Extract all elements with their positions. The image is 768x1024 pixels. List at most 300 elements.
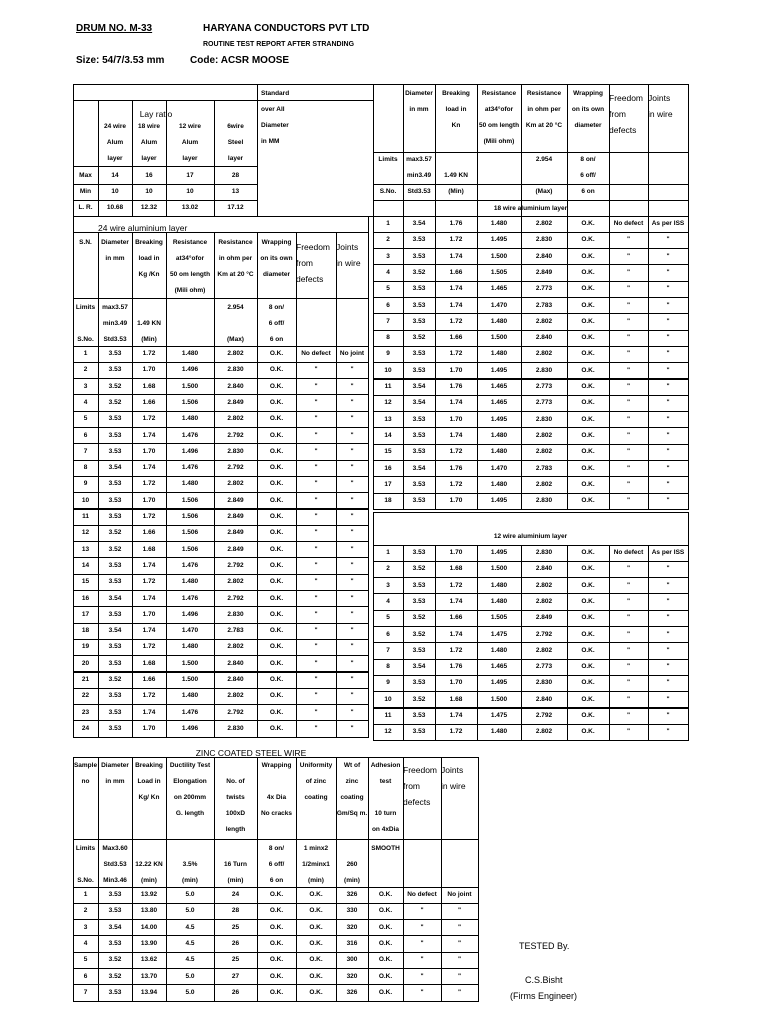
layer24-joints: " [350,610,354,618]
layer18-joints: " [666,480,670,488]
steel-value: O.K. [309,891,323,898]
layer24-value: 21 [81,676,90,683]
steel-joints: " [457,939,462,947]
layer18-value: 6 [386,301,390,309]
layer24-value: 3.54 [108,627,122,635]
limit-diameter: min3.49 [406,172,432,179]
layer18-freedom: " [626,497,631,505]
steel-value: 1 [83,891,88,898]
layer12-value: O.K. [581,597,595,605]
layer18-value: 1.505 [490,268,508,276]
layer24-value: 3.53 [108,708,122,716]
layer18-value: 1.74 [449,285,463,293]
layer24-value: 3.53 [108,643,122,651]
layer24-joints: " [350,578,354,586]
limit-resistance: (Max) [227,336,244,343]
layer18-value: 3.53 [412,236,426,244]
layer18-value: 2.849 [535,268,553,276]
layer24-value: 1.500 [181,659,199,667]
layer18-value: 3 [386,252,390,260]
steel-limit-ductility: 3.5% [182,861,198,868]
layer24-freedom: " [314,464,318,472]
steel-value: 320 [346,972,358,980]
layer18-value: 2.830 [535,497,553,505]
layer24-value: 1.66 [142,676,156,683]
layer24-value: 1.74 [142,464,156,472]
steel-value: 326 [346,891,358,898]
layer24-value: 19 [81,643,90,651]
header-freedom: defects [609,125,637,135]
layer18-value: 2.830 [535,236,553,244]
layer24-value: 2 [83,366,88,374]
layer12-freedom: " [626,712,631,719]
layer24-value: 3.53 [108,561,122,569]
layer24-joints: " [350,627,354,635]
layer24-value: 2.792 [227,708,244,716]
lay-ratio-cell [73,100,99,167]
steel-freedom: " [420,956,424,964]
layer24-freedom: " [314,708,318,716]
layer24-value: 1.500 [181,382,199,390]
layer12-freedom: " [626,581,631,589]
layer24-value: 1.506 [181,398,199,406]
steel-limit-ductility: (min) [182,877,198,884]
steel-joints: " [457,972,462,980]
layer24-freedom: " [314,529,318,537]
layer18-value: 1.470 [490,464,508,472]
layer12-freedom: " [626,728,631,736]
layer18-value: 3.53 [412,431,426,439]
lay-ratio-lr: 10.68 [106,204,124,211]
layer24-joints: No joint [339,350,365,357]
layer24-value: 3.54 [108,594,122,602]
layer24-value: 16 [81,594,90,602]
layer24-value: 9 [83,480,88,488]
layer24-value: 3.52 [108,529,122,537]
steel-limit-wrapping: 6 off/ [268,861,285,868]
layer12-joints: " [666,597,670,605]
steel-header-uniformity: of zinc [305,778,327,785]
layer24-value: 2.830 [227,447,244,455]
layer18-joints: " [666,317,670,325]
layer24-value: 1.480 [181,643,199,651]
layer18-value: O.K. [581,334,595,342]
layer12-value: 2.840 [535,565,553,573]
layer18-value: 1.495 [490,497,508,505]
steel-header-wt: Gm/Sq m. [336,810,368,817]
layer18-joints: " [666,350,670,358]
layer18-value: 1.480 [490,480,508,488]
steel-header-adhesion: test [379,778,392,785]
header-breaking: Kn [451,122,461,129]
limit-wrapping: 6 on [269,336,284,343]
steel-value: 5.0 [185,907,195,915]
layer18-value: 1.76 [449,383,463,390]
layer24-value: 15 [81,578,90,586]
layer24-freedom: " [314,480,318,488]
steel-freedom: " [420,907,424,915]
header-freedom: Freedom [609,93,644,103]
lay-ratio-column-label: Alum [181,139,199,146]
layer18-joints: " [666,497,670,505]
layer18-value: 14 [384,431,392,439]
steel-header-uniformity: coating [304,794,328,801]
layer24-freedom: " [314,561,318,569]
lay-ratio-min: 10 [186,188,194,195]
header-joints: in wire [336,258,361,268]
standard-label: Diameter [261,122,289,129]
layer18-value: O.K. [581,448,595,456]
layer24-freedom: " [314,578,318,586]
layer24-value: 1.74 [142,708,156,716]
lay-ratio-title: Lay ratio [139,109,173,119]
layer18-header-cell [373,84,404,153]
steel-value: O.K. [378,891,393,898]
steel-value: O.K. [309,956,323,964]
layer18-value: O.K. [581,497,595,505]
layer18-value: O.K. [581,480,595,488]
layer24-freedom: " [314,382,318,390]
layer18-joints: " [666,334,670,342]
limit-breaking: 1.49 KN [444,172,468,179]
steel-header-ductility: on 200mm [173,794,207,801]
layer24-value: O.K. [269,464,284,472]
layer18-value: 3.53 [412,480,426,488]
layer12-value: 3.53 [412,549,426,556]
steel-value: 3.53 [108,907,122,915]
layer18-freedom: " [626,252,631,260]
steel-header-sample: Sample [73,762,98,769]
steel-header-adhesion: on 4xDia [371,826,400,833]
layer12-value: 1.500 [490,695,508,703]
limit-breaking: (Min) [141,336,157,343]
layer18-value: 10 [384,366,392,374]
lay-ratio-min: 10 [111,188,119,195]
steel-value: O.K. [309,939,323,947]
steel-value: 5.0 [185,972,195,980]
layer24-value: 2.783 [227,627,244,635]
layer12-freedom: " [626,695,631,703]
layer18-freedom: No defect [613,220,644,227]
layer18-value: O.K. [581,236,595,244]
layer18-value: 3.54 [412,383,426,390]
report-title: ROUTINE TEST REPORT AFTER STRANDING [203,41,355,48]
limit-wrapping: 6 off/ [268,320,285,327]
layer24-value: O.K. [269,561,284,569]
layer24-freedom: No defect [301,350,331,357]
layer24-value: 1.506 [181,545,199,553]
layer24-value: 1.70 [142,610,156,618]
layer24-value: 1.480 [181,415,199,423]
layer12-freedom: " [626,614,631,622]
header-resistance-mili: Resistance [481,90,517,97]
steel-limit-wrapping: 8 on/ [268,845,285,852]
layer18-freedom: " [626,317,631,325]
steel-value: 14.00 [140,923,158,931]
layer12-value: 3.52 [412,565,426,573]
layer18-header-cell [609,152,649,185]
layer12-value: 1 [386,549,390,556]
layer24-value: 4 [83,398,88,406]
steel-value: 24 [231,891,240,898]
layer24-value: 1.66 [142,398,156,406]
layer24-value: 2.830 [227,366,244,374]
layer12-value: 1.68 [449,695,463,703]
layer18-value: 2.802 [535,431,553,439]
layer24-value: 7 [83,447,88,455]
layer18-value: 1.500 [490,334,508,342]
layer12-value: 3.53 [412,581,426,589]
layer12-value: O.K. [581,549,595,556]
layer12-joints: " [666,581,670,589]
layer24-freedom: " [314,496,318,504]
layer18-value: 1.465 [490,285,508,293]
header-breaking: Breaking [442,90,470,97]
layer24-value: 8 [83,464,88,472]
steel-header-breaking: Load in [137,778,161,785]
layer24-limits-cell [166,298,215,347]
layer12-value: O.K. [581,581,595,589]
steel-header-ductility: Elongation [173,778,207,785]
steel-value: 4.5 [185,956,195,964]
layer18-value: 2.783 [535,301,553,309]
steel-value: 3.52 [108,972,122,980]
layer18-value: 4 [386,268,390,276]
layer18-value: 2.783 [535,464,553,472]
limit-wrapping: 8 on/ [580,156,596,163]
layer12-value: 3.52 [412,695,426,703]
steel-value: 13.94 [140,988,158,996]
layer18-value: 1.74 [449,431,463,439]
steel-value: O.K. [269,891,284,898]
layer24-value: 1.66 [142,529,156,537]
layer18-joints: " [666,448,670,456]
steel-value: O.K. [309,907,323,915]
steel-joints: " [457,907,462,915]
layer12-freedom: " [626,630,631,638]
layer24-freedom: " [314,545,318,553]
layer12-value: 1.74 [449,597,463,605]
layer24-value: 3 [83,382,88,390]
steel-limit-breaking: (min) [141,877,157,884]
header-diameter: Diameter [405,90,433,97]
steel-limit-wt: (min) [344,877,360,884]
steel-value: 26 [231,988,240,996]
steel-limit-twists: 16 Turn [224,861,247,868]
layer24-value: 3.54 [108,464,122,472]
layer24-value: O.K. [269,513,284,520]
layer12-value: 3.53 [412,728,426,736]
layer18-value: 2.802 [535,317,553,325]
layer24-value: 3.53 [108,659,122,667]
layer24-value: 1.506 [181,513,199,520]
layer24-value: 1.476 [181,464,199,472]
steel-value: O.K. [269,972,284,980]
layer24-value: 1.72 [142,643,156,651]
header-joints: in wire [648,109,673,119]
layer24-freedom: " [314,627,318,635]
layer12-value: 10 [384,695,392,703]
steel-value: 3.52 [108,956,122,964]
layer12-freedom: " [626,679,631,687]
header-breaking: Breaking [135,239,163,246]
layer12-freedom: " [626,663,631,671]
layer24-value: 2.802 [227,578,244,586]
layer24-joints: " [350,708,354,716]
header-resistance-mili: Resistance [172,239,208,246]
limit-resistance: (Max) [535,188,553,195]
layer24-value: 1.70 [142,496,156,504]
layer12-value: 1.480 [490,581,508,589]
lay-ratio-column-label: 18 wire [137,123,161,130]
layer18-freedom: " [626,366,631,374]
layer18-header-cell [609,184,649,201]
limit-diameter: max3.57 [406,156,432,163]
layer18-value: 2.830 [535,366,553,374]
layer12-value: 1.72 [449,728,463,736]
layer18-value: 3.53 [412,252,426,260]
layer12-value: 7 [386,646,390,654]
layer18-value: 1.495 [490,236,508,244]
steel-header-diameter: Diameter [101,762,129,769]
layer24-value: 1.70 [142,724,156,732]
layer12-value: 1.74 [449,630,463,638]
layer18-value: 1 [386,220,390,227]
lay-ratio-min: 13 [231,188,240,195]
steel-value: 27 [231,972,240,980]
steel-value: 330 [346,907,358,915]
layer24-joints: " [350,545,354,553]
layer24-value: 5 [83,415,88,423]
layer18-value: 3.53 [412,366,426,374]
layer24-freedom: " [314,431,318,439]
layer24-value: O.K. [269,627,284,635]
layer18-value: 1.500 [490,252,508,260]
steel-value: 4.5 [185,923,195,931]
layer24-joints: " [350,659,354,667]
layer12-value: O.K. [581,679,595,687]
layer24-value: 1.480 [181,692,199,700]
steel-freedom: " [420,939,424,947]
lay-ratio-column-label: 24 wire [103,123,127,130]
layer18-value: 1.465 [490,399,508,407]
layer24-value: 2.849 [227,398,244,406]
layer24-freedom: " [314,366,318,374]
layer18-freedom: " [626,268,631,276]
layer18-value: O.K. [581,350,595,358]
layer18-joints: " [666,268,670,276]
layer18-value: O.K. [581,220,595,227]
layer24-value: 1.476 [181,594,199,602]
header-resistance-km: Km at 20 °C [217,271,254,278]
steel-value: 5.0 [185,891,195,898]
layer18-joints: " [666,464,670,472]
tested-by-label: TESTED By. [519,941,570,951]
layer24-value: O.K. [269,350,284,357]
header-joints: Joints [648,93,671,103]
layer12-joints: " [666,695,670,703]
layer18-value: 2.773 [535,399,553,407]
header-freedom: from [609,109,626,119]
layer18-value: 1.70 [449,415,463,423]
layer24-value: 2.802 [227,692,244,700]
layer18-title: 18 wire aluminium layer [493,205,568,212]
layer24-value: 1.476 [181,431,199,439]
layer24-value: 2.849 [227,545,244,553]
layer24-value: 2.849 [227,496,244,504]
layer24-freedom: " [314,659,318,667]
layer24-value: 1.72 [142,578,156,586]
layer24-value: 1.506 [181,496,199,504]
steel-header-adhesion: 10 turn [374,810,397,817]
layer18-value: 1.72 [449,350,463,358]
layer24-joints: " [350,513,354,520]
layer18-freedom: " [626,383,631,390]
layer24-freedom: " [314,692,318,700]
steel-value: 3.53 [108,891,122,898]
steel-value: 25 [231,923,240,931]
layer18-value: O.K. [581,252,595,260]
layer18-value: 1.480 [490,220,508,227]
header-wrapping: on its own [260,255,293,262]
layer24-value: 3.53 [108,415,122,423]
layer18-value: 1.480 [490,317,508,325]
layer24-value: 3.52 [108,382,122,390]
layer24-value: 1.74 [142,561,156,569]
layer12-value: 3.52 [412,614,426,622]
layer18-value: 2.840 [535,252,553,260]
layer24-value: 1.72 [142,692,156,700]
layer24-joints: " [350,464,354,472]
layer24-value: 1.70 [142,366,156,374]
layer24-joints: " [350,431,354,439]
layer12-value: 2.802 [535,646,553,654]
steel-value: 320 [346,923,358,931]
layer24-value: 18 [81,627,90,635]
steel-limit-uniformity: 1/2minx1 [302,861,330,868]
layer12-value: 3.53 [412,679,426,687]
layer18-joints: " [666,366,670,374]
layer18-joints: " [666,301,670,309]
header-resistance-km: Resistance [218,239,253,246]
layer18-value: 3.53 [412,415,426,423]
layer24-value: 1.496 [181,610,199,618]
lay-ratio-max: 28 [231,172,240,179]
layer24-joints: " [350,447,354,455]
steel-value: O.K. [378,988,393,996]
layer18-value: 1.66 [449,334,463,342]
steel-header-joints: Joints [441,765,464,775]
layer24-value: 3.53 [108,496,122,504]
layer18-value: 16 [384,464,392,472]
steel-limits-label: Limits [75,845,96,852]
layer12-value: 4 [386,597,390,605]
layer24-value: O.K. [269,398,284,406]
standard-label: in MM [261,138,280,145]
header-wrapping: diameter [574,122,602,129]
layer12-value: 1.72 [449,581,463,589]
steel-freedom: No defect [407,891,437,898]
steel-value: 3.53 [108,988,122,996]
layer24-value: 1.476 [181,561,199,569]
lay-ratio-lr: 13.02 [181,204,199,211]
layer24-value: 22 [81,692,90,700]
layer12-value: 3.52 [412,630,426,638]
layer12-value: O.K. [581,565,595,573]
header-diameter: in mm [105,255,125,262]
layer18-value: O.K. [581,317,595,325]
layer24-value: O.K. [269,447,284,455]
